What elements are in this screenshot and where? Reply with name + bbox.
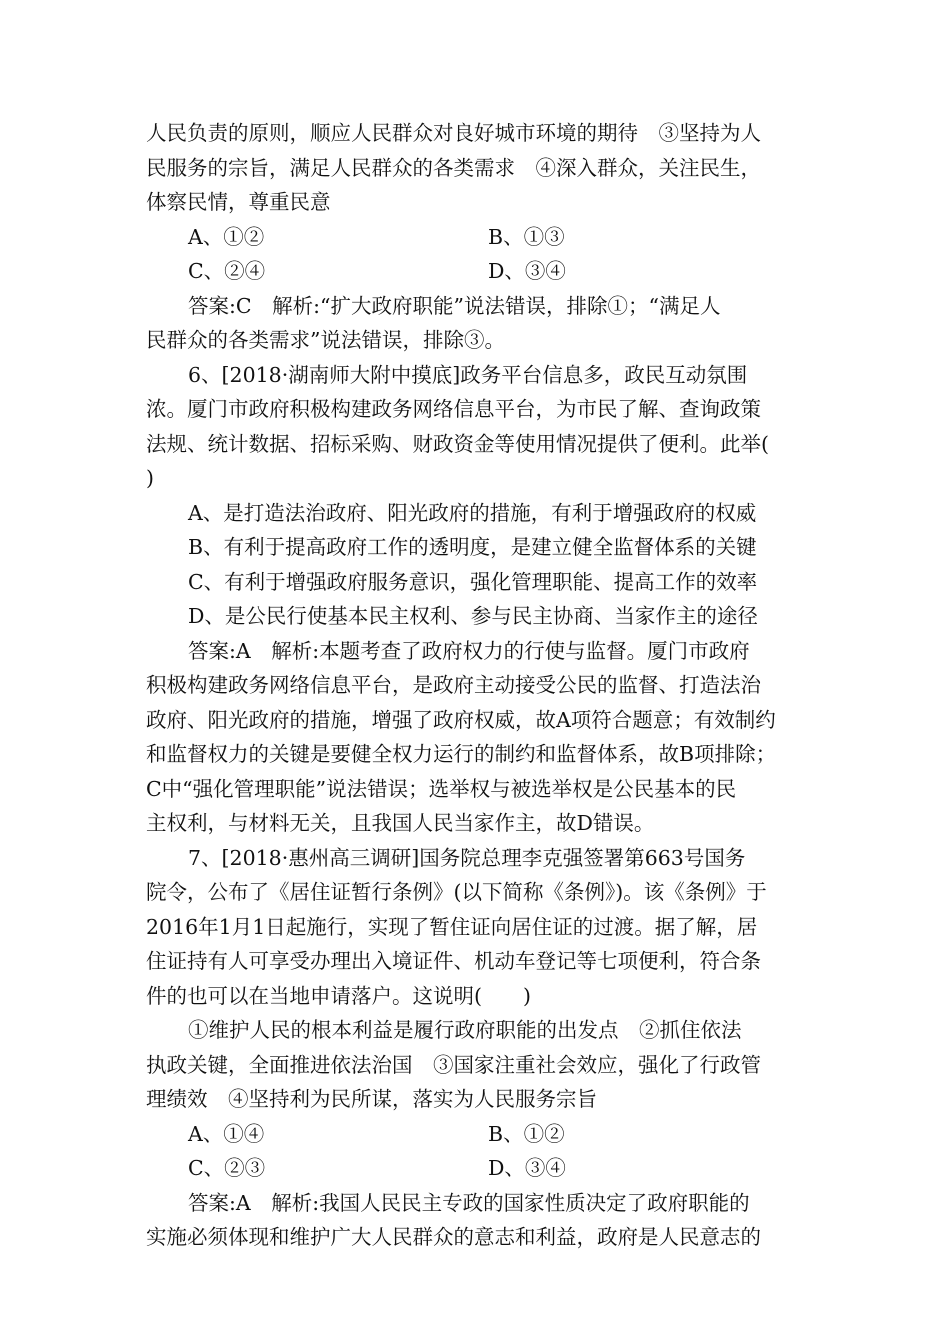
text-line: 民群众的各类需求”说法错误，排除③。 (146, 328, 505, 352)
q7-stem: 7、[2018·惠州高三调研]国务院总理李克强签署第663号国务 (188, 845, 746, 870)
q7-options-row-2 (146, 1151, 814, 1186)
q5-option-a: A、①② (188, 224, 265, 249)
q6-answer: 答案:A 解析:本题考查了政府权力的行使与监督。厦门市政府 (188, 638, 750, 663)
text-line: 和监督权力的关键是要健全权力运行的制约和监督体系，故B项排除； (146, 742, 777, 766)
q5-option-b: B、①③ (488, 224, 565, 249)
text-line: 实施必须体现和维护广大人民群众的意志和利益，政府是人民意志的 (146, 1225, 761, 1249)
text-line: 人民负责的原则，顺应人民群众对良好城市环境的期待 ③坚持为人 (146, 121, 761, 145)
text-line: ) (146, 466, 154, 490)
q5-options-row-1 (146, 220, 814, 255)
text-line: 积极构建政务网络信息平台，是政府主动接受公民的监督、打造法治 (146, 673, 761, 697)
q6-option-b: B、有利于提高政府工作的透明度，是建立健全监督体系的关键 (188, 535, 757, 559)
text-line: 浓。厦门市政府积极构建政务网络信息平台，为市民了解、查询政策 (146, 397, 761, 421)
q7-answer: 答案:A 解析:我国人民民主专政的国家性质决定了政府职能的 (188, 1190, 750, 1215)
q7-options-row-1 (146, 1117, 814, 1152)
text-line: 民服务的宗旨，满足人民群众的各类需求 ④深入群众，关注民生， (146, 155, 761, 180)
text-line: 理绩效 ④坚持利为民所谋，落实为人民服务宗旨 (146, 1087, 597, 1111)
q5-option-c: C、②④ (188, 259, 266, 283)
q6-stem: 6、[2018·湖南师大附中摸底]政务平台信息多，政民互动氛围 (188, 362, 748, 387)
q7-option-b: B、①② (488, 1121, 565, 1146)
text-line: 院令，公布了《居住证暂行条例》(以下简称《条例》)。该《条例》于 (146, 880, 767, 904)
text-line: 政府、阳光政府的措施，增强了政府权威，故A项符合题意；有效制约 (146, 707, 776, 732)
text-line: 件的也可以在当地申请落户。这说明( ) (146, 983, 531, 1008)
text-line: 住证持有人可享受办理出入境证件、机动车登记等七项便利，符合条 (146, 949, 761, 973)
q5-answer: 答案:C 解析:“扩大政府职能”说法错误，排除①；“满足人 (188, 293, 721, 318)
text-line: 体察民情，尊重民意 (146, 190, 331, 214)
text-line: 2016年1月1日起施行，实现了暂住证向居住证的过渡。据了解，居 (146, 914, 758, 939)
text-line: C中“强化管理职能”说法错误；选举权与被选举权是公民基本的民 (146, 776, 737, 801)
text-line: 主权利，与材料无关，且我国人民当家作主，故D错误。 (146, 811, 655, 835)
q6-option-c: C、有利于增强政府服务意识，强化管理职能、提高工作的效率 (188, 569, 758, 594)
document-body (146, 116, 814, 1255)
q5-options-row-2 (146, 254, 814, 289)
q7-statements: ①维护人民的根本利益是履行政府职能的出发点 ②抓住依法 (188, 1018, 742, 1042)
q5-option-d: D、③④ (488, 259, 566, 283)
text-line: 执政关键，全面推进依法治国 ③国家注重社会效应，强化了行政管 (146, 1052, 761, 1077)
q7-option-d: D、③④ (488, 1156, 566, 1180)
q6-option-a: A、是打造法治政府、阳光政府的措施，有利于增强政府的权威 (188, 500, 757, 525)
q7-option-c: C、②③ (188, 1156, 266, 1180)
text-line: 法规、统计数据、招标采购、财政资金等使用情况提供了便利。此举( (146, 431, 769, 456)
q6-option-d: D、是公民行使基本民主权利、参与民主协商、当家作主的途径 (188, 604, 758, 628)
q7-option-a: A、①④ (188, 1121, 265, 1146)
